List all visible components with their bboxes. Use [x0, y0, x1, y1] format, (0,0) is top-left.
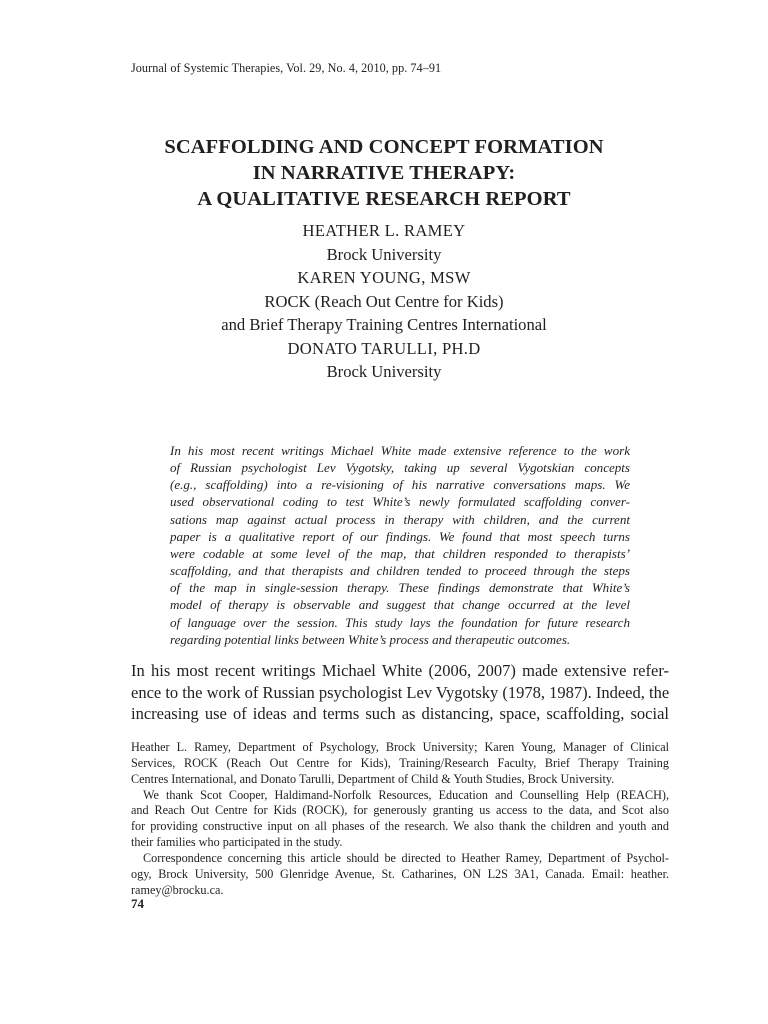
- body-line: In his most recent writings Michael White (2006, 2007) made extensive refer-: [131, 661, 669, 680]
- author-affiliation: ROCK (Reach Out Centre for Kids): [264, 291, 504, 311]
- article-title: [0, 134, 768, 212]
- footnote-line: Heather L. Ramey, Department of Psychology, Brock University; Karen Young, Manager of Clinical: [131, 740, 669, 754]
- abstract-line: were codable at some level of the map, that children responded to therapists’: [170, 545, 630, 561]
- abstract-line: model of therapy is observable and suggest that change occurred at the level: [170, 597, 630, 613]
- page-number: 74: [131, 896, 144, 911]
- author-name: HEATHER L. RAMEY: [302, 221, 466, 240]
- body-line: ence to the work of Russian psychologist Lev Vygotsky (1978, 1987). Indeed, the: [131, 682, 670, 702]
- title-line: A QUALITATIVE RESEARCH REPORT: [197, 188, 571, 210]
- abstract-line: scaffolding, and that therapists and children tended to proceed through the steps: [170, 563, 630, 579]
- footnote-line: Centres International, and Donato Tarulli, Department of Child & Youth Studies, Brock University.: [131, 771, 615, 786]
- abstract-line: of the map in single-session therapy. These findings demonstrate that White’s: [170, 580, 630, 596]
- author-name: DONATO TARULLI, PH.D: [287, 338, 481, 358]
- abstract-line: paper is a qualitative report of our findings. We found that most speech turns: [170, 528, 630, 544]
- author-affiliation: and Brief Therapy Training Centres International: [221, 315, 547, 334]
- author-affiliation: Brock University: [326, 244, 442, 264]
- abstract-line: regarding potential links between White’s process and therapeutic outcomes.: [170, 631, 571, 647]
- author-affiliation: Brock University: [326, 362, 442, 381]
- footnote-line: and Reach Out Centre for Kids (ROCK), for generously granting us access to the data, and Scot also: [131, 803, 669, 818]
- abstract-line: In his most recent writings Michael White made extensive reference to the work: [170, 443, 630, 458]
- abstract-line: of language over the session. This study lays the foundation for future research: [170, 614, 630, 630]
- footnote-line: their families who participated in the study.: [131, 835, 343, 850]
- body-line: increasing use of ideas and terms such as distancing, space, scaffolding, social: [131, 704, 669, 724]
- footnote-line: Correspondence concerning this article should be directed to Heather Ramey, Department of Psychol-: [143, 850, 669, 865]
- author-name: KAREN YOUNG, MSW: [297, 268, 471, 287]
- abstract-line: sations map against actual process in therapy with children, and the current: [170, 511, 630, 527]
- title-line: SCAFFOLDING AND CONCEPT FORMATION: [164, 136, 604, 158]
- title-line: IN NARRATIVE THERAPY:: [252, 162, 516, 184]
- author-block: [0, 219, 768, 384]
- running-head: Journal of Systemic Therapies, Vol. 29, No. 4, 2010, pp. 74–91: [131, 61, 442, 75]
- footnote-line: ogy, Brock University, 500 Glenridge Avenue, St. Catharines, ON L2S 3A1, Canada. Email: heather.: [131, 866, 669, 881]
- author-note: [131, 740, 669, 898]
- abstract: [170, 442, 630, 648]
- footnote-line: Services, ROCK (Reach Out Centre for Kids), Training/Research Faculty, Brief Therapy Training: [131, 755, 669, 770]
- abstract-line: (e.g., scaffolding) into a re-visioning of his narrative conversations maps. We: [170, 477, 630, 493]
- abstract-line: of Russian psychologist Lev Vygotsky, taking up several Vygotskian concepts: [170, 460, 630, 476]
- body-paragraph: [131, 660, 669, 725]
- footnote-line: We thank Scot Cooper, Haldimand-Norfolk Resources, Education and Counselling Help (REACH),: [143, 787, 669, 802]
- footnote-line: ramey@brocku.ca.: [131, 882, 224, 897]
- footnote-line: for providing constructive input on all phases of the research. We also thank the children and youth and: [131, 819, 669, 834]
- abstract-line: used observational coding to test White’s newly formulated scaffolding conver-: [170, 494, 630, 510]
